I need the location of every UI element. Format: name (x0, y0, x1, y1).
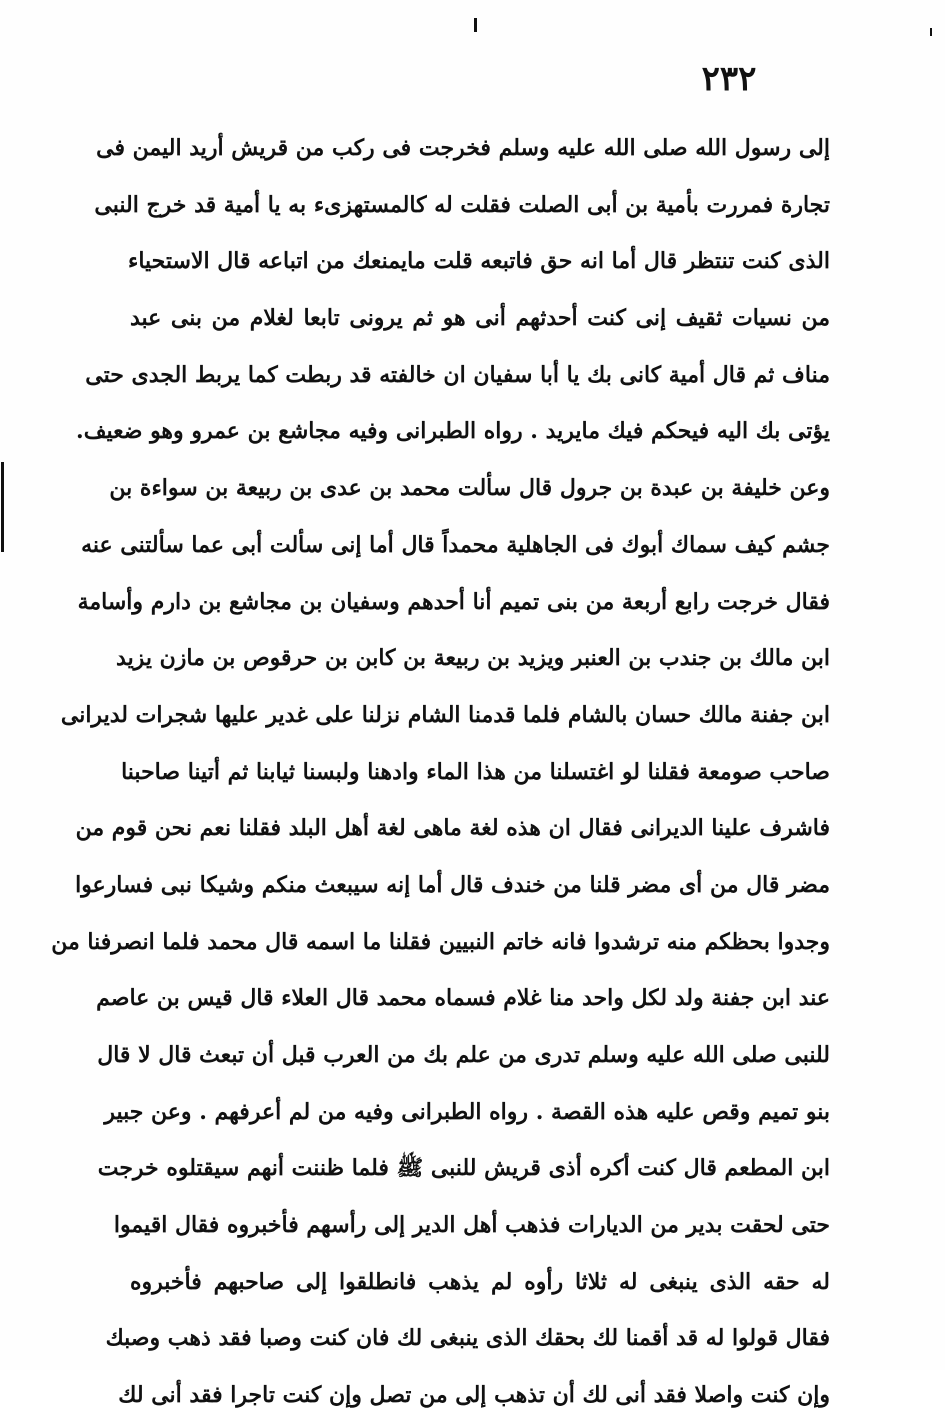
text-line: صاحب صومعة فقلنا لو اغتسلنا من هذا الماء وادهنا ولبسنا ثيابنا ثم أتينا صاحبنا (121, 758, 830, 785)
text-line: إلى رسول الله صلى الله عليه وسلم فخرجت فى ركب من قريش أريد اليمن فى (96, 135, 830, 161)
text-line: وجدوا بحظكم منه ترشدوا فانه خاتم النبيين فقلنا ما اسمه قال محمد فلما انصرفنا من (51, 928, 830, 955)
text-line: حتى لحقت بدير من الديارات فذهب أهل الدير إلى رأسهم فأخبروه فقال اقيموا (113, 1212, 830, 1239)
page-number: ٢٣٢ (701, 59, 757, 99)
text-line: له حقه الذى ينبغى له ثلاثا رأوه لم يذهب فانطلقوا إلى صاحبهم فأخبروه (130, 1268, 830, 1295)
binding-edge-mark (1, 462, 4, 552)
text-line: تجارة فمررت بأمية بن أبى الصلت فقلت له كالمستهزىء به يا أمية قد خرج النبى (94, 191, 830, 218)
text-line: الذى كنت تنتظر قال أما انه حق فاتبعه قلت مايمنعك من اتباعه قال الاستحياء (127, 248, 830, 275)
text-line: فاشرف علينا الديرانى فقال ان هذه لغة ماهى لغة أهل البلد فقلنا نعم نحن قوم من (75, 815, 830, 842)
text-line: عند ابن جفنة ولد لكل واحد منا غلام فسماه محمد قال العلاء قال قيس بن عاصم (96, 985, 830, 1012)
text-line: مضر قال من أى مضر قلنا من خندف قال أما إنه سيبعث منكم وشيكا نبى فسارعوا (75, 871, 830, 898)
body-text (51, 120, 830, 1424)
text-line: وإن كنت واصلا فقد أنى لك أن تذهب إلى من تصل وإن كنت تاجرا فقد أنى لك (118, 1382, 830, 1409)
text-line: فقال خرجت رابع أربعة من بنى تميم أنا أحدهم وسفيان بن مجاشع بن دارم وأسامة (77, 588, 830, 615)
text-line: ابن مالك بن جندب بن العنبر ويزيد بن ربيعة بن كابن بن حرقوص بن مازن يزيد (116, 645, 830, 672)
text-line: مناف ثم قال أمية كانى بك يا أبا سفيان ان خالفته قد ربطت كما يربط الجدى حتى (85, 361, 830, 388)
text-line: من نسيات ثقيف إنى كنت أحدثهم أنى هو ثم يرونى تابعا لغلام من بنى عبد (130, 305, 830, 332)
text-line: بنو تميم وقص عليه هذه القصة . رواه الطبرانى وفيه من لم أعرفهم . وعن جبير (104, 1098, 830, 1125)
text-line: ابن جفنة مالك حسان بالشام فلما قدمنا الشام نزلنا على غدير عليها شجرات لديرانى (60, 701, 830, 728)
text-line: ابن المطعم قال كنت أكره أذى قريش للنبى ﷺ فلما ظننت أنهم سيقتلوه خرجت (97, 1155, 830, 1182)
text-line: وعن خليفة بن عبدة بن جرول قال سألت محمد بن عدى بن ربيعة بن سواءة بن (109, 475, 830, 502)
scan-speck-top (474, 18, 477, 32)
text-line: فقال قولوا له قد أقمنا لك بحقك الذى ينبغى لك فان كنت وصبا فقد ذهب وصبك (105, 1325, 830, 1352)
text-line: يؤتى بك اليه فيحكم فيك مايريد . رواه الطبرانى وفيه مجاشع بن عمرو وهو ضعيف. (76, 418, 830, 445)
text-line: جشم كيف سماك أبوك فى الجاهلية محمداً قال أما إنى سألت أبى عما سألتنى عنه (81, 531, 830, 558)
scan-speck-right (930, 28, 932, 36)
text-line: للنبى صلى الله عليه وسلم تدرى من علم بك من العرب قبل أن تبعث قال لا قال (97, 1042, 830, 1068)
